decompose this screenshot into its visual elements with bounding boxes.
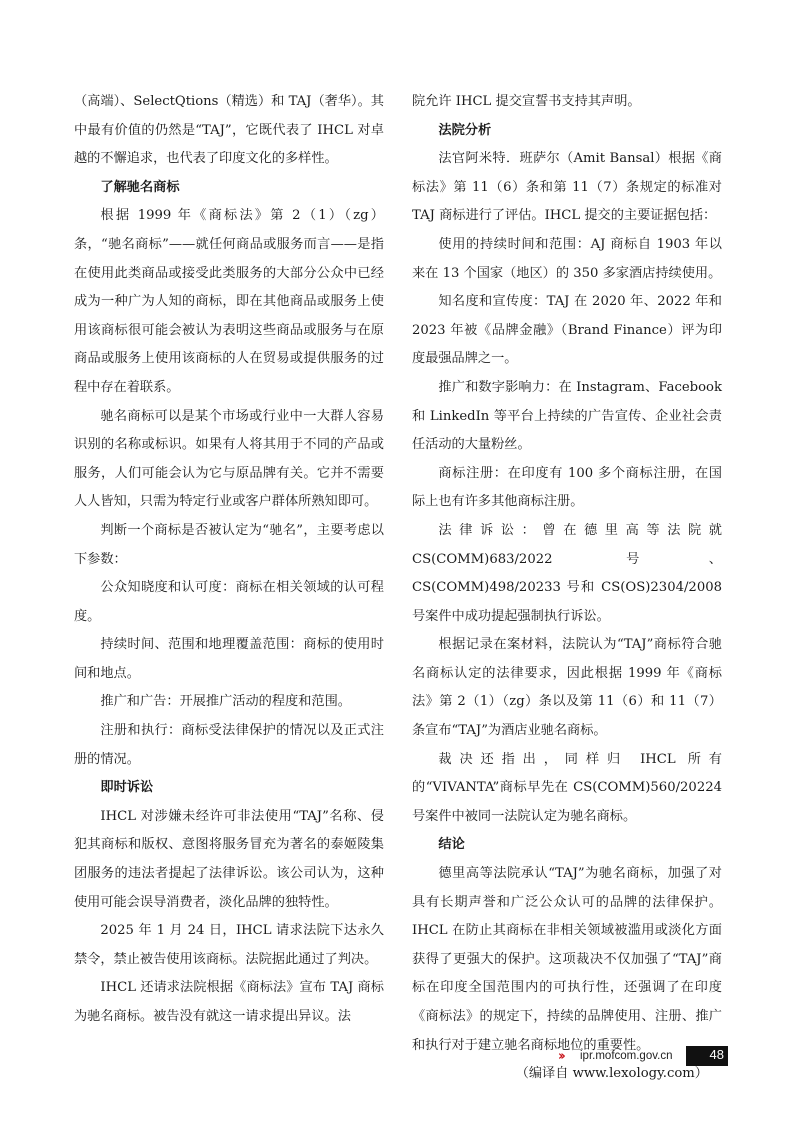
paragraph: 判断一个商标是否被认定为“驰名”，主要考虑以下参数： <box>74 522 384 567</box>
section-heading-litigation: 即时诉讼 <box>100 780 154 796</box>
page-number-box <box>686 1046 728 1066</box>
page-footer <box>558 1046 728 1068</box>
paragraph: 推广和数字影响力：在 Instagram、Facebook 和 LinkedIn 等平台上持续的广告宣传、企业社会责任活动的大量粉丝。 <box>412 379 722 453</box>
footer-url: ipr.mofcom.gov.cn <box>580 1050 673 1062</box>
right-column <box>412 88 722 1089</box>
paragraph: 商标注册：在印度有 100 多个商标注册，在国际上也有许多其他商标注册。 <box>412 465 722 510</box>
paragraph: 推广和广告：开展推广活动的程度和范围。 <box>100 694 351 710</box>
paragraph: 法律诉讼：曾在德里高等法院就 CS(COMM)683/2022 号、CS(COMM)498/20233 号和 CS(OS)2304/2008 号案件中成功提起强制执行诉讼。 <box>412 522 722 624</box>
paragraph: IHCL 对涉嫌未经许可非法使用“TAJ”名称、侵犯其商标和版权、意图将服务冒充为著名的泰姬陵集团服务的违法者提起了法律诉讼。该公司认为，这种使用可能会误导消费者，淡化品牌的独特性。 <box>74 808 384 910</box>
chevron-right-icon: ›› <box>558 1049 563 1064</box>
page-number: 48 <box>709 1047 724 1062</box>
paragraph: 法官阿米特．班萨尔（Amit Bansal）根据《商标法》第 11（6）条和第 11（7）条规定的标准对 TAJ 商标进行了评估。IHCL 提交的主要证据包括： <box>412 151 722 224</box>
paragraph: 院允许 IHCL 提交宣誓书支持其声明。 <box>412 94 641 109</box>
paragraph: 知名度和宣传度：TAJ 在 2020 年、2022 年和 2023 年被《品牌金融》（Brand Finance）评为印度最强品牌之一。 <box>412 294 722 367</box>
source-note: （编译自 www.lexology.com） <box>515 1066 708 1082</box>
section-heading-conclusion: 结论 <box>438 837 465 853</box>
paragraph: 2025 年 1 月 24 日，IHCL 请求法院下达永久禁令，禁止被告使用该商标。法院据此通过了判决。 <box>74 923 384 967</box>
paragraph: 根据 1999 年《商标法》第 2（1）（zg）条，“驰名商标”——就任何商品或服务而言——是指在使用此类商品或接受此类服务的大部分公众中已经成为一种广为人知的商标，即在其他商品或服务上使用该商标很可能会被认为表明这些商品或服务与在原商品或服务上使用该商标的人在贸易或提供服务的过程中存在着联系。 <box>74 208 384 395</box>
paragraph: 德里高等法院承认“TAJ”为驰名商标，加强了对具有长期声誉和广泛公众认可的品牌的法律保护。IHCL 在防止其商标在非相关领域被滥用或淡化方面获得了更强大的保护。这项裁决不仅加强了“TAJ”商标在印度全国范围内的可执行性，还强调了在印度《商标法》的规定下，持续的品牌使用、注册、推广和执行对于建立驰名商标地位的重要性。 <box>412 866 722 1053</box>
paragraph: IHCL 还请求法院根据《商标法》宣布 TAJ 商标为驰名商标。被告没有就这一请求提出异议。法 <box>74 980 384 1024</box>
paragraph: 注册和执行：商标受法律保护的情况以及正式注册的情况。 <box>74 723 384 767</box>
paragraph: 公众知晓度和认可度：商标在相关领域的认可程度。 <box>74 580 384 624</box>
paragraph: 裁决还指出，同样归 IHCL 所有的“VIVANTA”商标早先在 CS(COMM)560/20224 号案件中被同一法院认定为驰名商标。 <box>412 751 722 824</box>
paragraph: 持续时间、范围和地理覆盖范围：商标的使用时间和地点。 <box>74 637 384 681</box>
paragraph: 驰名商标可以是某个市场或行业中一大群人容易识别的名称或标识。如果有人将其用于不同的产品或服务，人们可能会认为它与原品牌有关。它并不需要人人皆知，只需为特定行业或客户群体所熟知即可。 <box>74 408 384 510</box>
section-heading-well-known-marks: 了解驰名商标 <box>100 179 180 195</box>
paragraph: （高端）、SelectQtions（精选）和 TAJ（奢华）。其中最有价值的仍然是“TAJ”，它既代表了 IHCL 对卓越的不懈追求，也代表了印度文化的多样性。 <box>74 94 384 167</box>
paragraph: 根据记录在案材料，法院认为“TAJ”商标符合驰名商标认定的法律要求，因此根据 1999 年《商标法》第 2（1）（zg）条以及第 11（6）和 11（7）条宣布“TAJ”为酒店业驰名商标。 <box>412 637 722 739</box>
left-column <box>74 88 384 1032</box>
paragraph: 使用的持续时间和范围：AJ 商标自 1903 年以来在 13 个国家（地区）的 350 多家酒店持续使用。 <box>412 236 722 281</box>
section-heading-court-analysis: 法院分析 <box>438 122 492 138</box>
